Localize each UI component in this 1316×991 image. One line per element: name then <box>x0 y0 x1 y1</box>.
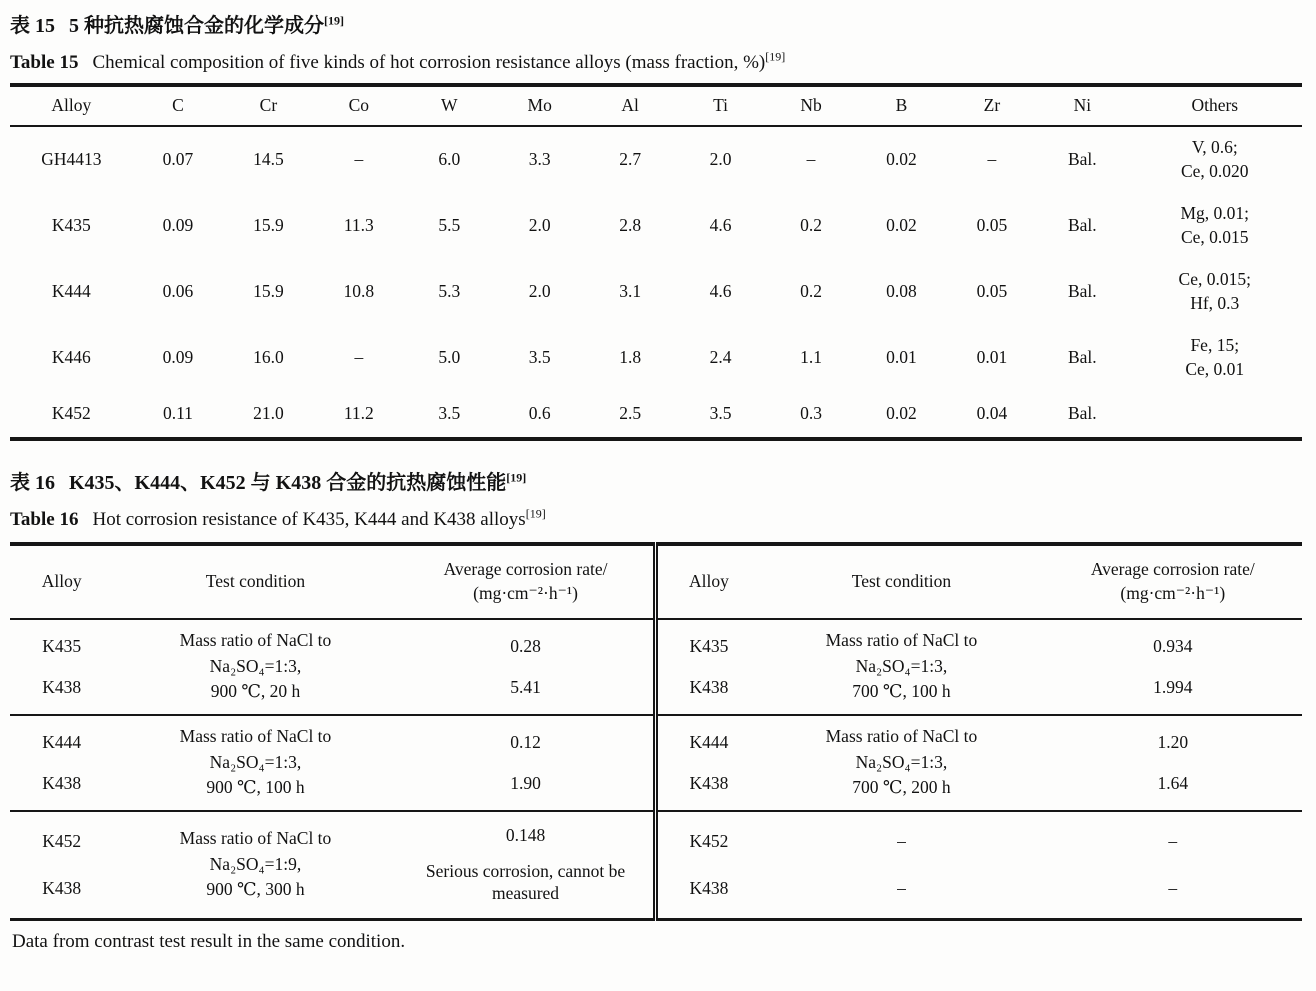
cell-value: Bal. <box>1067 403 1097 424</box>
condition-line: Na₂SO₄=1:3, <box>209 751 302 772</box>
col-header-ni: Ni <box>1037 85 1127 126</box>
condition-line: 700 ℃, 100 h <box>852 681 951 702</box>
condition-line: Na₂SO₄=1:3, <box>855 655 948 676</box>
table15-ref-en: [19] <box>765 49 786 64</box>
cell-others <box>1128 193 1302 259</box>
cell-rates <box>1044 715 1302 811</box>
cell-value: 0.09 <box>162 215 194 236</box>
cell-value: 3.5 <box>709 403 732 424</box>
alloy-name: K444 <box>42 731 82 752</box>
others-line: Ce, 0.01 <box>1185 358 1245 379</box>
rate-value: 0.12 <box>510 731 541 752</box>
cell-value: 4.6 <box>709 281 732 302</box>
rate-value: 0.934 <box>1153 635 1193 656</box>
table15 <box>10 83 1302 441</box>
table15-caption-en-text: Chemical composition of five kinds of hot corrosion resistance alloys (mass fraction, %) <box>92 52 766 73</box>
rate-header-line2: (mg·cm⁻²·h⁻¹) <box>1120 582 1226 603</box>
cell-value: 6.0 <box>438 149 461 170</box>
alloy-name: K438 <box>42 772 82 793</box>
cell-value: 15.9 <box>253 215 284 236</box>
rate-value: 1.64 <box>1157 772 1189 793</box>
cell-value: 2.7 <box>619 149 642 170</box>
cell-value: 0.02 <box>886 215 917 236</box>
cell-value: 15.9 <box>253 281 284 302</box>
cell-alloys <box>10 715 113 811</box>
rate-value: 0.28 <box>510 635 541 656</box>
rate-header-line1: Average corrosion rate/ <box>443 558 608 579</box>
table16-caption-en-label: Table 16 <box>10 508 79 530</box>
cell-value: 14.5 <box>253 149 284 170</box>
cell-value: 3.5 <box>528 347 551 368</box>
cell-value: 5.0 <box>438 347 461 368</box>
cell-value: 5.3 <box>438 281 461 302</box>
table-row-k452 <box>10 391 1302 439</box>
cell-value: 0.05 <box>976 281 1008 302</box>
cell-value: 10.8 <box>343 281 375 302</box>
condition-line: Na₂SO₄=1:9, <box>209 853 302 874</box>
others-line: Mg, 0.01; <box>1180 203 1250 224</box>
cell-value: 3.5 <box>438 403 461 424</box>
rate-value: 1.20 <box>1157 731 1189 752</box>
cell-value: 0.2 <box>800 281 822 302</box>
cell-others <box>1128 259 1302 325</box>
alloy-name: K438 <box>42 877 82 898</box>
condition-line: 900 ℃, 20 h <box>210 681 301 702</box>
col-header-others: Others <box>1128 85 1302 126</box>
col-header-rate-left <box>398 544 656 619</box>
rate-header-line2: (mg·cm⁻²·h⁻¹) <box>473 582 578 603</box>
cell-value: Bal. <box>1067 149 1097 170</box>
cell-value: 11.3 <box>343 215 374 236</box>
rate-value: 5.41 <box>510 676 541 697</box>
cell-rates <box>398 715 656 811</box>
cell-value: 2.4 <box>709 347 732 368</box>
cell-condition <box>759 811 1043 920</box>
col-header-rate-right <box>1044 544 1302 619</box>
col-header-nb: Nb <box>766 85 856 126</box>
cell-value: 2.0 <box>709 149 732 170</box>
alloy-name: K438 <box>689 772 729 793</box>
cell-rates <box>1044 811 1302 920</box>
table16 <box>10 542 1302 921</box>
alloy-name: K435 <box>42 635 82 656</box>
col-header-condition-right: Test condition <box>759 544 1043 619</box>
alloy-name: K444 <box>689 731 729 752</box>
cell-value: 1.8 <box>619 347 642 368</box>
table-row-k446 <box>10 325 1302 391</box>
condition-line: 900 ℃, 300 h <box>206 879 305 900</box>
cell-alloys <box>656 715 759 811</box>
cell-value: 0.02 <box>886 403 917 424</box>
cell-value: – <box>806 149 816 170</box>
cell-value: – <box>354 149 364 170</box>
table16-caption-cn-label: 表 16 <box>10 471 55 494</box>
cell-others <box>1128 391 1302 439</box>
cell-value: Bal. <box>1067 281 1097 302</box>
table-row-k444 <box>10 259 1302 325</box>
cell-value: 2.5 <box>619 403 642 424</box>
table15-caption-cn <box>10 14 1302 39</box>
cell-alloy: K435 <box>51 215 91 236</box>
cell-value: 0.02 <box>886 149 917 170</box>
table16-ref-en: [19] <box>525 506 546 521</box>
cell-value: 16.0 <box>253 347 284 368</box>
others-line: Ce, 0.020 <box>1180 160 1249 181</box>
cell-rates <box>398 619 656 715</box>
table16-ref-cn: [19] <box>506 470 527 485</box>
cell-value: 0.09 <box>162 347 194 368</box>
col-header-mo: Mo <box>494 85 584 126</box>
rate-value: 1.90 <box>510 772 541 793</box>
col-header-al: Al <box>585 85 675 126</box>
col-header-co: Co <box>314 85 404 126</box>
cell-condition <box>759 715 1043 811</box>
cell-others <box>1128 325 1302 391</box>
table15-ref-cn: [19] <box>324 13 344 28</box>
cell-value: 0.01 <box>886 347 917 368</box>
cell-value: 0.08 <box>886 281 917 302</box>
cell-value: – <box>987 149 997 170</box>
cell-value: 0.2 <box>800 215 822 236</box>
cell-value: 0.11 <box>162 403 193 424</box>
cell-condition <box>759 619 1043 715</box>
condition-line: Mass ratio of NaCl to <box>825 630 978 651</box>
col-header-alloy: Alloy <box>10 85 133 126</box>
table16-group-row-1 <box>10 619 1302 715</box>
alloy-name: K435 <box>689 635 729 656</box>
others-line: Ce, 0.015 <box>1180 226 1249 247</box>
condition-line: Mass ratio of NaCl to <box>179 630 332 651</box>
cell-condition <box>113 811 397 920</box>
cell-value: – <box>354 347 364 368</box>
cell-value: 0.05 <box>976 215 1008 236</box>
cell-value: 0.04 <box>976 403 1008 424</box>
cell-value: 2.0 <box>528 215 551 236</box>
condition-line: 700 ℃, 200 h <box>852 777 951 798</box>
condition-dash: – <box>897 877 906 898</box>
cell-condition <box>113 619 397 715</box>
table15-caption-cn-label: 表 15 <box>10 15 55 37</box>
cell-alloys <box>10 811 113 920</box>
col-header-condition-left: Test condition <box>113 544 397 619</box>
cell-value: 0.06 <box>162 281 194 302</box>
cell-alloy: K446 <box>51 347 91 368</box>
alloy-name: K438 <box>689 877 729 898</box>
table-row-gh4413 <box>10 126 1302 193</box>
cell-rates <box>1044 619 1302 715</box>
rate-value: – <box>1168 877 1178 898</box>
rate-value: Serious corrosion, cannot be measured <box>425 860 626 904</box>
rate-value: – <box>1168 830 1178 851</box>
rate-value: 0.148 <box>505 824 546 845</box>
col-header-alloy-left: Alloy <box>10 544 113 619</box>
cell-value: 11.2 <box>343 403 374 424</box>
others-line: Ce, 0.015; <box>1178 269 1251 290</box>
cell-alloys <box>656 811 759 920</box>
cell-value: 0.6 <box>528 403 551 424</box>
cell-alloys <box>656 619 759 715</box>
table15-caption-en <box>10 51 1302 75</box>
cell-value: 0.3 <box>800 403 822 424</box>
table15-caption-cn-text: 5 种抗热腐蚀合金的化学成分 <box>69 15 324 37</box>
col-header-cr: Cr <box>223 85 313 126</box>
cell-value: Bal. <box>1067 215 1097 236</box>
cell-alloy: GH4413 <box>41 149 102 170</box>
col-header-zr: Zr <box>947 85 1037 126</box>
table-row-k435 <box>10 193 1302 259</box>
cell-value: 5.5 <box>438 215 461 236</box>
col-header-ti: Ti <box>675 85 765 126</box>
cell-value: 0.07 <box>162 149 194 170</box>
cell-alloy: K444 <box>51 281 91 302</box>
col-header-c: C <box>133 85 223 126</box>
table16-footnote: Data from contrast test result in the same condition. <box>12 930 406 952</box>
col-header-alloy-right: Alloy <box>656 544 759 619</box>
alloy-name: K452 <box>689 830 729 851</box>
col-header-w: W <box>404 85 494 126</box>
table16-group-row-3 <box>10 811 1302 920</box>
cell-condition <box>113 715 397 811</box>
table15-caption-en-label: Table 15 <box>10 52 79 73</box>
others-line: V, 0.6; <box>1191 137 1238 158</box>
cell-value: 2.8 <box>619 215 642 236</box>
table16-caption-en <box>10 508 1302 532</box>
rate-value: 1.994 <box>1153 676 1193 697</box>
condition-line: Mass ratio of NaCl to <box>179 828 332 849</box>
condition-line: Mass ratio of NaCl to <box>179 726 332 747</box>
cell-rates <box>398 811 656 920</box>
cell-value: 4.6 <box>709 215 732 236</box>
cell-value: 0.01 <box>976 347 1008 368</box>
rate-header-line1: Average corrosion rate/ <box>1090 558 1255 579</box>
table16-caption-cn <box>10 471 1302 496</box>
alloy-name: K452 <box>42 830 82 851</box>
condition-line: Na₂SO₄=1:3, <box>209 655 302 676</box>
table15-header-row <box>10 85 1302 126</box>
cell-alloys <box>10 619 113 715</box>
cell-value: 2.0 <box>528 281 551 302</box>
cell-value: 3.1 <box>619 281 642 302</box>
alloy-name: K438 <box>689 676 729 697</box>
table16-group-row-2 <box>10 715 1302 811</box>
table16-header-row <box>10 544 1302 619</box>
cell-alloy: K452 <box>51 403 91 424</box>
cell-value: Bal. <box>1067 347 1097 368</box>
cell-value: 3.3 <box>528 149 551 170</box>
others-line: Hf, 0.3 <box>1190 292 1240 313</box>
condition-line: Na₂SO₄=1:3, <box>855 751 948 772</box>
cell-value: 1.1 <box>800 347 822 368</box>
others-line: Fe, 15; <box>1190 335 1240 356</box>
condition-line: Mass ratio of NaCl to <box>825 726 978 747</box>
table16-caption-en-text: Hot corrosion resistance of K435, K444 and K438 alloys <box>92 508 526 530</box>
cell-value: 21.0 <box>253 403 284 424</box>
alloy-name: K438 <box>42 676 82 697</box>
col-header-b: B <box>856 85 946 126</box>
condition-dash: – <box>897 830 906 851</box>
cell-others <box>1128 126 1302 193</box>
condition-line: 900 ℃, 100 h <box>206 777 305 798</box>
table16-caption-cn-text: K435、K444、K452 与 K438 合金的抗热腐蚀性能 <box>69 471 507 494</box>
